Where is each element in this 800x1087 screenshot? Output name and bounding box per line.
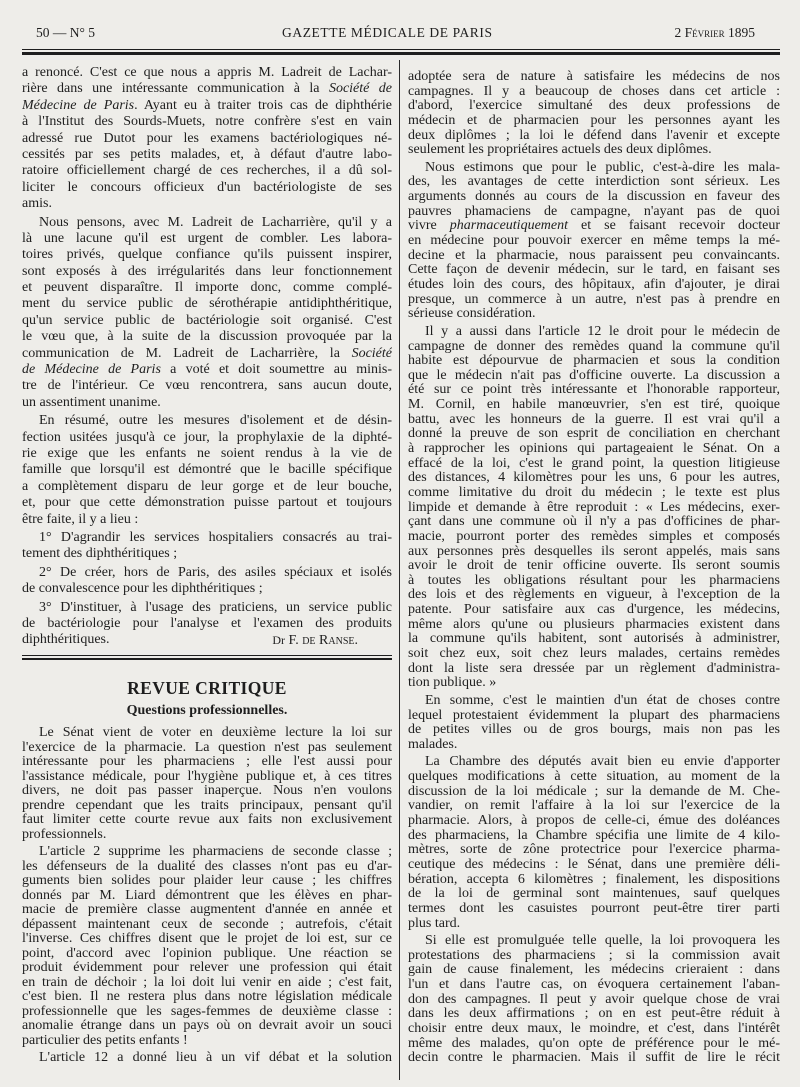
text-line bbox=[408, 785, 780, 800]
italic-text: Société bbox=[351, 345, 392, 361]
text-line bbox=[408, 917, 780, 932]
text-line bbox=[408, 85, 780, 100]
text-line bbox=[22, 114, 392, 130]
text-run: decine et la pharmacie, nous paraissent peu convaincants. bbox=[408, 248, 780, 263]
text-run: l'inverse. Ces chiffres disent que le projet de loi est, sur ce bbox=[22, 932, 392, 946]
text-line bbox=[22, 932, 392, 947]
text-line bbox=[408, 234, 780, 249]
text-line bbox=[408, 369, 780, 384]
text-line bbox=[408, 873, 780, 888]
text-line bbox=[408, 829, 780, 844]
text-run: de bactériologie pour l'analyse et l'examen des produits bbox=[22, 615, 392, 631]
right-column-article bbox=[408, 70, 780, 1066]
text-run: des lois et des règlements en vigueur, à l'exception de la bbox=[408, 588, 780, 603]
text-run: macie, pourront porter des remèdes simples et composés bbox=[408, 529, 780, 544]
text-run: à l'Institut des Sourds-Muets, notre confrère s'est en vain bbox=[22, 114, 392, 130]
text-line bbox=[22, 565, 392, 581]
left-column-article bbox=[22, 65, 392, 649]
text-run: un assentiment unanime. bbox=[22, 394, 161, 410]
text-run: anomalie étrange dans un pays où on devrait avoir un souci bbox=[22, 1019, 392, 1033]
text-run: vandier, on remit l'affaire à la loi sur l'exercice de la bbox=[408, 799, 780, 814]
text-line bbox=[408, 723, 780, 738]
text-line bbox=[408, 427, 780, 442]
text-run: cessités par ses petits malades, et, à défaut d'autre labo- bbox=[22, 146, 392, 162]
text-run: don des campagnes. Il peut y avoir quelque chose de vrai bbox=[408, 992, 780, 1007]
text-line bbox=[22, 741, 392, 756]
text-run: des distances, 4 kilomètres pour les uns, 6 pour les autres, bbox=[408, 471, 780, 486]
text-line bbox=[22, 215, 392, 231]
text-run: l'exercice de la pharmacie. La question n'est pas seulement bbox=[22, 740, 392, 755]
text-line bbox=[22, 616, 392, 632]
text-line bbox=[22, 346, 392, 362]
text-run: que le médecin n'ait pas d'officine ouverte. La discussion a bbox=[408, 368, 780, 383]
text-run: donnés par M. Liard démontrent que les élèves en phar- bbox=[22, 888, 392, 903]
text-run: études loin des cours, des hôpitaux, afin d'ajouter, je dirai bbox=[408, 277, 780, 292]
text-line bbox=[22, 530, 392, 546]
text-line bbox=[22, 726, 392, 741]
text-line bbox=[22, 313, 392, 329]
text-run: médecin et de pharmacien pour les personnes ayant les bbox=[408, 113, 780, 128]
text-line bbox=[408, 249, 780, 264]
paragraph bbox=[22, 1051, 392, 1066]
signature-name: F. de Ranse. bbox=[288, 633, 358, 649]
text-run: dont la liste sera dressée par un règlement d'administra- bbox=[408, 661, 780, 676]
text-line bbox=[408, 1007, 780, 1022]
text-line bbox=[22, 446, 392, 462]
text-line bbox=[408, 588, 780, 603]
text-run: decin contre le pharmacien. Mais il suffit de lire le récit bbox=[408, 1051, 780, 1066]
text-run: rie exige que les enfants ne soient rendus à la vie de bbox=[22, 445, 392, 461]
text-line bbox=[22, 147, 392, 163]
text-run: point, d'accord avec l'opinion publique. Une réaction se bbox=[22, 946, 392, 961]
text-line bbox=[408, 694, 780, 709]
text-line bbox=[408, 799, 780, 814]
text-line bbox=[408, 738, 780, 753]
text-run: à rapprocher les opinions qui partageaient le Sénat. On a bbox=[408, 442, 780, 457]
text-run: de la loi de germinal sont maintenues, sauf quelques bbox=[408, 887, 780, 902]
text-run: l'assistance médicale, pour l'hygiène publique et, à ces titres bbox=[22, 769, 392, 784]
revue-critique-article bbox=[22, 726, 392, 1066]
text-line bbox=[408, 559, 780, 574]
text-run: Le Sénat vient de voter en deuxième lecture la loi sur bbox=[39, 726, 392, 740]
text-run: arguments donnés au cours de la discussion en faveur des bbox=[408, 190, 780, 205]
text-run: quelques modifications à cette situation, au moment de la bbox=[408, 770, 780, 785]
text-line bbox=[22, 961, 392, 976]
text-run: communication de M. Ladreit de Lacharrière, la bbox=[22, 345, 352, 361]
text-run: de convalescence pour les diphthéritiques ; bbox=[22, 581, 263, 597]
text-run: des, les avantages de cette interdiction sont sérieux. Les bbox=[408, 175, 780, 190]
text-run: En résumé, outre les mesures d'isolement et de désin- bbox=[39, 413, 392, 429]
text-line bbox=[408, 545, 780, 560]
text-run: liciter le concours officieux d'un bactériologiste de ses bbox=[22, 179, 392, 195]
text-run: même alors qu'une ou plusieurs pharmacies existent dans bbox=[408, 617, 780, 632]
text-run: des pharmaciens, la Chambre spécifia une limite de 4 kilo- bbox=[408, 828, 780, 843]
text-run: en médecine pour pouvoir exercer en même temps la mé- bbox=[408, 234, 780, 249]
text-line bbox=[22, 918, 392, 933]
text-line bbox=[22, 770, 392, 785]
paragraph bbox=[408, 694, 780, 753]
text-line bbox=[22, 1005, 392, 1020]
text-line bbox=[408, 1051, 780, 1066]
text-line bbox=[408, 1022, 780, 1037]
text-line bbox=[408, 1037, 780, 1052]
text-run: 1° D'agrandir les services hospitaliers consacrés au trai- bbox=[39, 529, 392, 545]
text-run: particulier des petits enfants ! bbox=[22, 1033, 188, 1048]
text-line bbox=[408, 530, 780, 545]
text-line bbox=[408, 814, 780, 829]
italic-text: Médecine de Paris bbox=[22, 97, 135, 113]
text-line bbox=[22, 479, 392, 495]
text-line bbox=[22, 280, 392, 296]
text-run: çant dans une commune où il n'y a pas d'officines de phar- bbox=[408, 515, 780, 530]
text-run: L'article 12 a donné lieu à un vif débat et la solution bbox=[39, 1051, 392, 1065]
text-run: protestations des pharmaciens ; si la commission avait bbox=[408, 948, 780, 963]
text-run: faut limiter cette courte revue aux faits non exclusivement bbox=[22, 813, 392, 827]
text-run: le vœu que, à la suite de la discussion provoquée par la bbox=[22, 329, 392, 345]
section-title: REVUE CRITIQUE bbox=[127, 678, 287, 698]
text-run: 2° De créer, hors de Paris, des asiles spéciaux et isolés bbox=[39, 564, 392, 580]
text-line bbox=[408, 175, 780, 190]
text-run: soit chez eux, soit chez leurs malades, certains remèdes bbox=[408, 646, 780, 661]
text-run: d'abord, l'exercice simultané des deux professions de bbox=[408, 99, 780, 114]
text-run: comme limitative du droit du médecin ; le texte est plus bbox=[408, 485, 780, 500]
text-line bbox=[22, 828, 392, 843]
text-line bbox=[22, 784, 392, 799]
text-line bbox=[22, 131, 392, 147]
text-line bbox=[408, 618, 780, 633]
text-run: a renoncé. C'est ce que nous a appris M. Ladreit de Lachar- bbox=[22, 65, 392, 80]
text-run: bération, accepta 6 kilomètres ; finalement, les dispositions bbox=[408, 872, 780, 887]
text-line bbox=[408, 770, 780, 785]
text-line bbox=[408, 993, 780, 1008]
paragraph bbox=[22, 413, 392, 528]
text-line bbox=[408, 114, 780, 129]
paragraph bbox=[408, 934, 780, 1066]
text-line bbox=[22, 231, 392, 247]
paragraph bbox=[408, 70, 780, 158]
text-run: gain de cause finalement, les médecins crieraient : dans bbox=[408, 963, 780, 978]
paragraph bbox=[22, 65, 392, 213]
text-line bbox=[22, 247, 392, 263]
signature-title: Dr bbox=[272, 633, 286, 648]
text-line bbox=[408, 574, 780, 589]
text-run: termes dont les casuistes pourront peut-être tirer parti bbox=[408, 901, 780, 916]
text-line bbox=[408, 205, 780, 220]
text-run: et peuvent disparaître. Il importe donc, comme complé- bbox=[22, 280, 392, 296]
text-run: la commune qu'ils habitent, sont autorisés à administrer, bbox=[408, 632, 780, 647]
paragraph bbox=[22, 600, 392, 649]
text-run: à toutes les obligations résultant pour les pharmaciens bbox=[408, 573, 780, 588]
text-line bbox=[22, 600, 392, 616]
text-line bbox=[22, 755, 392, 770]
text-line bbox=[408, 515, 780, 530]
paragraph bbox=[408, 755, 780, 931]
text-line bbox=[408, 978, 780, 993]
text-run: été sur ce point très intéressante et l'honorable rapporteur, bbox=[408, 383, 780, 398]
text-run: dans les deux affirmations ; on en est peut-être réduit à bbox=[408, 1007, 780, 1022]
text-line bbox=[408, 398, 780, 413]
text-line bbox=[22, 976, 392, 991]
text-run: . Ayant eu à traiter trois cas de diphthérie bbox=[134, 97, 392, 113]
text-run: fection usitées jusqu'à ce jour, la prophylaxie de la diphté- bbox=[22, 429, 392, 445]
text-run: toires privés, quelque confiance qu'ils puissent inspirer, bbox=[22, 247, 392, 263]
text-run: ment du service public de sérothérapie antidiphthéritique, bbox=[22, 296, 392, 312]
text-line bbox=[408, 340, 780, 355]
paragraph bbox=[22, 215, 392, 412]
text-line bbox=[22, 1051, 392, 1066]
text-run: vivre bbox=[408, 219, 450, 234]
text-line bbox=[408, 307, 780, 322]
text-run: intéressante pour les pharmaciens ; elle l'est aussi pour bbox=[22, 755, 392, 769]
text-run: sont exposés à des irrégularités dans leur fonctionnement bbox=[22, 263, 392, 279]
text-run: presque, un commerce à un autre, n'est pas à prendre en bbox=[408, 292, 780, 307]
text-run: M. Cornil, en habile manœuvrier, s'en est tiré, quoique bbox=[408, 398, 780, 413]
text-line bbox=[408, 325, 780, 340]
text-line bbox=[22, 860, 392, 875]
text-line bbox=[408, 293, 780, 308]
text-run: lequel protestaient évidemment la plupart des pharmaciens bbox=[408, 708, 780, 723]
text-run: avoir le droit de tenir officine ouverte. Ils seront soumis bbox=[408, 559, 780, 574]
text-run: seulement les propriétaires actuels des deux diplômes. bbox=[408, 143, 712, 158]
text-line bbox=[22, 903, 392, 918]
text-line bbox=[408, 486, 780, 501]
text-run: malades. bbox=[408, 737, 458, 752]
text-run: En somme, c'est le maintien d'un état de choses contre bbox=[425, 693, 780, 708]
text-run: professionnelle que les sages-femmes de deuxième classe : bbox=[22, 1004, 392, 1019]
text-line bbox=[408, 858, 780, 873]
text-line bbox=[22, 98, 392, 114]
text-run: produit évidemment pour relever une profession qui était bbox=[22, 961, 392, 975]
text-run: deux diplômes ; la loi le défend dans l'avenir et excepte bbox=[408, 128, 780, 143]
text-line bbox=[408, 662, 780, 677]
text-line bbox=[408, 129, 780, 144]
text-run: choisir entre deux maux, le moindre, et c'est, dans l'intérêt bbox=[408, 1022, 780, 1036]
text-run: effacé de la loi, c'est le grand point, la question litigieuse bbox=[408, 456, 780, 471]
text-run: a complètement disparu de leur gorge et de leur bouche, bbox=[22, 478, 392, 494]
text-run: ratoire officiellement chargé de ces recherches, il a dû sol- bbox=[22, 163, 392, 179]
text-line bbox=[22, 799, 392, 814]
text-line bbox=[22, 495, 392, 511]
paragraph bbox=[22, 845, 392, 1048]
text-run: prendre cependant que les traits principaux, pensant qu'il bbox=[22, 798, 392, 813]
text-line bbox=[408, 278, 780, 293]
text-line bbox=[408, 676, 780, 691]
text-run: l'un et dans l'autre cas, on évoquera certainement l'aban- bbox=[408, 978, 780, 993]
text-run: discussion de la loi médicale ; sur la demande de M. Che- bbox=[408, 784, 780, 799]
text-line bbox=[22, 1034, 392, 1049]
text-line bbox=[408, 471, 780, 486]
text-line bbox=[22, 990, 392, 1005]
header-double-rule bbox=[22, 49, 780, 55]
text-line bbox=[22, 813, 392, 828]
text-line bbox=[22, 81, 392, 97]
text-run: Cette façon de devenir médecin, sur le tard, en faisant ses bbox=[408, 263, 780, 278]
section-double-rule bbox=[22, 655, 392, 660]
text-line bbox=[408, 219, 780, 234]
text-line bbox=[408, 190, 780, 205]
text-run: Nous estimons que pour le public, c'est-à-dire les mala- bbox=[425, 160, 780, 175]
text-run: plus tard. bbox=[408, 916, 461, 931]
column-divider bbox=[399, 60, 400, 1080]
text-line bbox=[408, 263, 780, 278]
text-line bbox=[408, 963, 780, 978]
text-line bbox=[408, 161, 780, 176]
text-run: campagnes. Il y a beaucoup de choses dans cet article : bbox=[408, 84, 780, 99]
text-line bbox=[408, 755, 780, 770]
text-run: aux personnes près desquelles ils seront appelés, mais sans bbox=[408, 544, 780, 559]
text-run: sérieuse considération. bbox=[408, 307, 536, 322]
text-run: donné la preuve de son esprit de conciliation en cherchant bbox=[408, 427, 780, 442]
text-run: en train de déchoir ; la loi doit lui venir en aide ; c'est fait, bbox=[22, 975, 392, 990]
text-line bbox=[22, 581, 392, 597]
text-run: adoptée sera de nature à satisfaire les médecins de nos bbox=[408, 70, 780, 84]
text-run: et, pour que cette démonstration puisse partout et toujours bbox=[22, 495, 392, 511]
section-subtitle: Questions professionnelles. bbox=[126, 703, 288, 718]
page-number: 50 — N° 5 bbox=[36, 25, 96, 40]
paragraph bbox=[408, 325, 780, 691]
text-run: pauvres phamaciens de campagne, n'ayant pas de quoi bbox=[408, 204, 780, 219]
text-run: professionnels. bbox=[22, 827, 107, 842]
text-run: pharmacie. Alors, à propos de celle-ci, émue des doléances bbox=[408, 814, 780, 829]
text-run: macie de première classe augmentent d'année en année et bbox=[22, 903, 392, 917]
paragraph bbox=[22, 565, 392, 598]
text-line bbox=[22, 264, 392, 280]
text-line bbox=[408, 383, 780, 398]
text-run: même des malades, qu'on opte de préférence pour le mé- bbox=[408, 1036, 780, 1051]
text-line bbox=[408, 887, 780, 902]
italic-text: de Médecine de Paris bbox=[22, 362, 161, 378]
text-line bbox=[408, 70, 780, 85]
text-line bbox=[22, 362, 392, 378]
text-run: patente. Pour satisfaire aux cas d'urgence, les médecins, bbox=[408, 603, 780, 618]
text-line bbox=[22, 546, 392, 562]
text-line bbox=[22, 163, 392, 179]
text-run: 3° D'instituer, à l'usage des praticiens, un service public bbox=[39, 599, 392, 615]
issue-date: 2 Février 1895 bbox=[674, 25, 755, 40]
text-run: c'est bien. Il ne restera plus dans notre législation médicale bbox=[22, 990, 392, 1004]
text-line bbox=[22, 65, 392, 81]
text-run: divers, ne doit pas passer inaperçue. Nous n'en voulons bbox=[22, 784, 392, 798]
text-run: les défenseurs de la dualité des classes n'ont pas eu d'ar- bbox=[22, 859, 392, 874]
text-line bbox=[408, 843, 780, 858]
text-run: Nous pensons, avec M. Ladreit de Lacharrière, qu'il y a bbox=[39, 214, 392, 230]
text-run: a voté et doit soumettre au minis- bbox=[160, 362, 392, 378]
text-run: là une lacune qu'il est urgent de combler. Les labora- bbox=[22, 230, 392, 246]
text-run: La Chambre des députés avait bien eu envie d'apporter bbox=[425, 755, 780, 770]
text-run: habite est dépourvue de pharmacien et sous la condition bbox=[408, 354, 780, 369]
text-line bbox=[22, 947, 392, 962]
journal-title: GAZETTE MÉDICALE DE PARIS bbox=[282, 25, 493, 40]
text-run: campagne de donner des remèdes quand la commune qu'il bbox=[408, 339, 780, 354]
text-line bbox=[408, 632, 780, 647]
text-run: tre de l'intérieur. Ce vœu rencontrera, sans aucun doute, bbox=[22, 378, 392, 394]
paragraph bbox=[408, 161, 780, 322]
text-run: battu, avec les honneurs de la guerre. Il est vrai qu'il a bbox=[408, 412, 780, 427]
text-line bbox=[408, 457, 780, 472]
text-line bbox=[22, 296, 392, 312]
text-line bbox=[22, 413, 392, 429]
text-line bbox=[408, 934, 780, 949]
text-run: mètres, sorte de zône protectrice pour l'exercice pharma- bbox=[408, 843, 780, 858]
paragraph bbox=[22, 530, 392, 563]
text-line bbox=[408, 709, 780, 724]
text-line bbox=[22, 395, 392, 411]
italic-text: pharmaceutiquement bbox=[449, 219, 568, 234]
text-line bbox=[22, 889, 392, 904]
text-line bbox=[22, 512, 392, 528]
page-header bbox=[0, 24, 800, 42]
text-line bbox=[22, 462, 392, 478]
author-signature bbox=[272, 632, 358, 648]
text-run: famille que lorsqu'il est démontré que le bacille spécifique bbox=[22, 462, 392, 478]
text-run: de petites villes ou de gros bourgs, mais non pas les bbox=[408, 723, 780, 738]
text-line bbox=[22, 180, 392, 196]
text-run: rière dans une intéressante communication à la bbox=[22, 81, 329, 97]
text-run: Si elle est promulguée telle quelle, la loi provoquera les bbox=[425, 934, 780, 949]
text-line bbox=[408, 442, 780, 457]
paragraph bbox=[22, 726, 392, 842]
text-run: qu'un service public de bactériologie soit organisé. C'est bbox=[22, 312, 392, 328]
text-line bbox=[22, 632, 392, 648]
text-run: ceutique des médecins : le Sénat, dans une première déli- bbox=[408, 857, 780, 872]
text-line bbox=[22, 329, 392, 345]
text-line bbox=[22, 874, 392, 889]
text-line bbox=[408, 603, 780, 618]
text-line bbox=[22, 1019, 392, 1034]
text-run: amis. bbox=[22, 196, 52, 212]
text-line bbox=[22, 196, 392, 212]
text-line bbox=[408, 501, 780, 516]
italic-text: Société de bbox=[328, 81, 392, 97]
text-line bbox=[408, 647, 780, 662]
text-run: limpide et demande à être reproduit : « Les médecins, exer- bbox=[408, 500, 780, 515]
text-run: adressé rue Dutot pour les examens bactériologiques né- bbox=[22, 130, 392, 146]
text-line bbox=[408, 143, 780, 158]
text-line bbox=[22, 845, 392, 860]
text-line bbox=[408, 949, 780, 964]
text-run: être faite, il y a lieu : bbox=[22, 511, 139, 527]
text-run: tement des diphthéritiques ; bbox=[22, 546, 178, 562]
text-line bbox=[22, 378, 392, 394]
text-run: tion publique. » bbox=[408, 676, 497, 691]
text-run: dépassent maintenant ceux de seconde ; autrefois, c'était bbox=[22, 917, 392, 932]
text-line bbox=[22, 430, 392, 446]
text-run: guments bien solides pour plaider leur cause ; les chiffres bbox=[22, 874, 392, 888]
text-run: et se faisant recevoir docteur bbox=[568, 219, 780, 234]
text-run: Il y a aussi dans l'article 12 le droit pour le médecin de bbox=[425, 324, 780, 339]
text-line bbox=[408, 413, 780, 428]
text-run: L'article 2 supprime les pharmaciens de seconde classe ; bbox=[39, 845, 392, 859]
text-line bbox=[408, 354, 780, 369]
text-run: diphthéritiques. bbox=[22, 632, 110, 648]
text-line bbox=[408, 902, 780, 917]
text-line bbox=[408, 99, 780, 114]
